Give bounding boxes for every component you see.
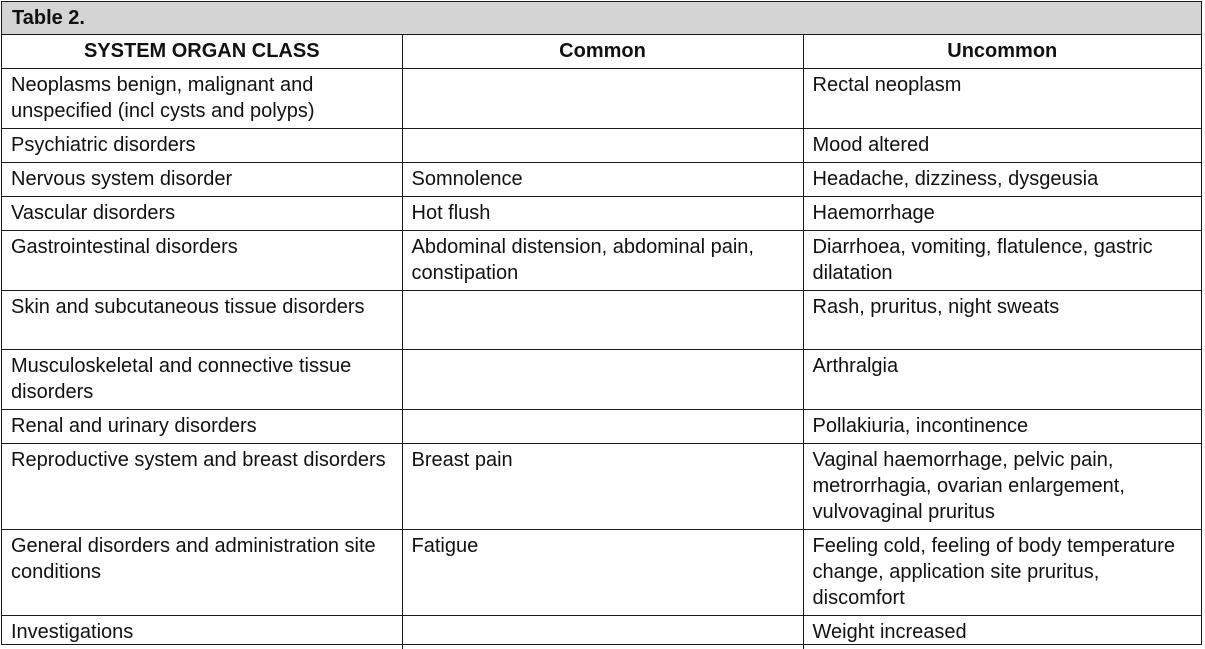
cell-common — [402, 290, 803, 349]
header-common: Common — [402, 35, 803, 68]
cell-organ-class: Musculoskeletal and connective tissue disorders — [2, 349, 402, 409]
adverse-reactions-table — [1, 1, 1202, 645]
cell-uncommon: Headache, dizziness, dysgeusia — [803, 162, 1201, 196]
cell-uncommon: Arthralgia — [803, 349, 1201, 409]
cell-organ-class: Neoplasms benign, malignant and unspecified (incl cysts and polyps) — [2, 68, 402, 128]
cell-uncommon: Feeling cold, feeling of body temperature change, application site pruritus, discomfort — [803, 529, 1201, 615]
cell-common: Hot flush — [402, 196, 803, 230]
cell-uncommon: Rash, pruritus, night sweats — [803, 290, 1201, 349]
cell-organ-class: Reproductive system and breast disorders — [2, 443, 402, 529]
table-row — [2, 68, 1201, 128]
header-row — [2, 35, 1201, 68]
cell-uncommon: Mood altered — [803, 128, 1201, 162]
cell-organ-class: Investigations — [2, 615, 402, 649]
cell-common: Fatigue — [402, 529, 803, 615]
cell-common — [402, 68, 803, 128]
cell-organ-class: Renal and urinary disorders — [2, 409, 402, 443]
table-grid — [2, 35, 1201, 649]
table-row — [2, 409, 1201, 443]
header-system-organ-class: SYSTEM ORGAN CLASS — [2, 35, 402, 68]
table-row — [2, 529, 1201, 615]
cell-common — [402, 128, 803, 162]
cell-organ-class: Nervous system disorder — [2, 162, 402, 196]
cell-common — [402, 409, 803, 443]
cell-common — [402, 615, 803, 649]
cell-uncommon: Pollakiuria, incontinence — [803, 409, 1201, 443]
cell-organ-class: Skin and subcutaneous tissue disorders — [2, 290, 402, 349]
cell-common: Somnolence — [402, 162, 803, 196]
cell-uncommon: Weight increased — [803, 615, 1201, 649]
header-uncommon: Uncommon — [803, 35, 1201, 68]
table-row — [2, 349, 1201, 409]
cell-organ-class: Gastrointestinal disorders — [2, 230, 402, 290]
table-row — [2, 230, 1201, 290]
table-row — [2, 162, 1201, 196]
cell-common: Abdominal distension, abdominal pain, constipation — [402, 230, 803, 290]
cell-common: Breast pain — [402, 443, 803, 529]
cell-uncommon: Diarrhoea, vomiting, flatulence, gastric dilatation — [803, 230, 1201, 290]
cell-uncommon: Rectal neoplasm — [803, 68, 1201, 128]
table-row — [2, 443, 1201, 529]
cell-common — [402, 349, 803, 409]
cell-organ-class: General disorders and administration site conditions — [2, 529, 402, 615]
cell-organ-class: Vascular disorders — [2, 196, 402, 230]
cell-uncommon: Haemorrhage — [803, 196, 1201, 230]
table-row — [2, 196, 1201, 230]
cell-uncommon: Vaginal haemorrhage, pelvic pain, metrorrhagia, ovarian enlargement, vulvovaginal pruritus — [803, 443, 1201, 529]
table-row — [2, 615, 1201, 649]
table-row — [2, 128, 1201, 162]
table-caption: Table 2. — [2, 2, 1201, 35]
table-row — [2, 290, 1201, 349]
cell-organ-class: Psychiatric disorders — [2, 128, 402, 162]
